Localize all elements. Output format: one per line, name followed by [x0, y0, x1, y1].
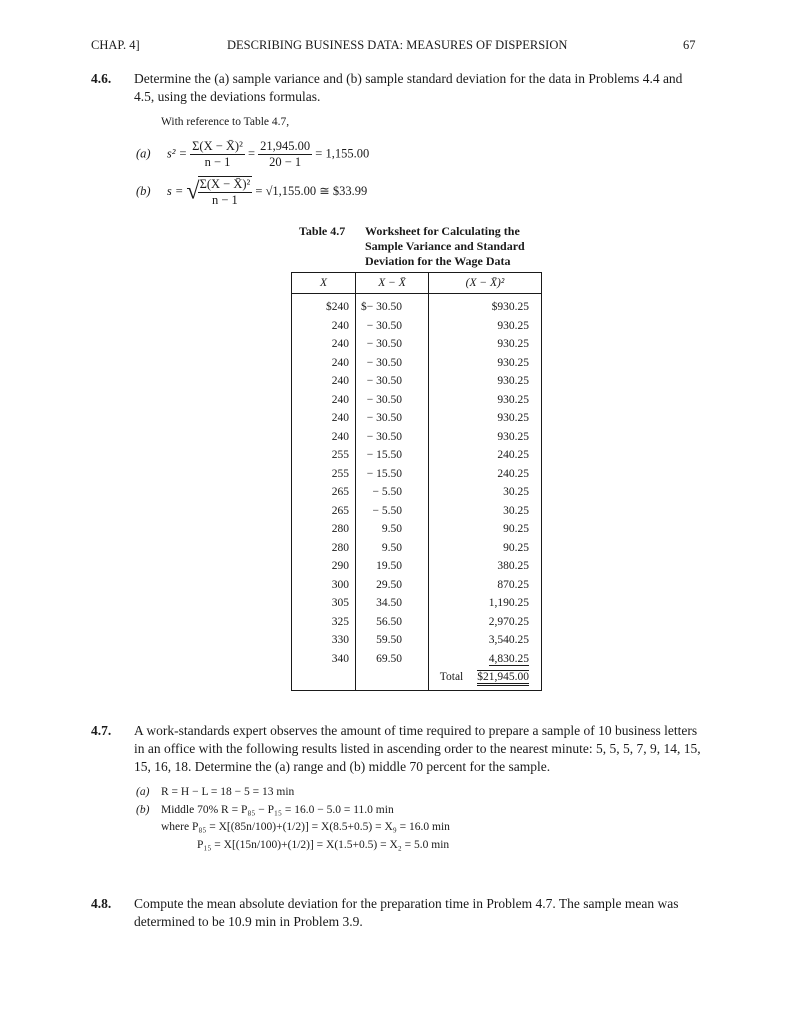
table-row [292, 317, 542, 336]
cell-squared: 2,970.25 [488, 615, 529, 628]
p15-derivation: P₁₅ = X[(15n/100)+(1/2)] = X(1.5+0.5) = X₂ = 5.0 min [197, 839, 450, 851]
table-row [292, 650, 542, 669]
cell-squared: 930.25 [497, 375, 529, 388]
problem-4-7-part-b-label: (b) [136, 804, 150, 816]
cell-squared: 240.25 [497, 467, 529, 480]
cell-deviation: − 5.50 [372, 486, 402, 499]
problem-number-4-6: 4.6. [91, 71, 112, 86]
cell-x: 240 [292, 372, 356, 391]
table-label: Table 4.7 [299, 224, 346, 238]
cell-deviation: 29.50 [376, 578, 402, 591]
table-row [292, 465, 542, 484]
table-row [292, 391, 542, 410]
cell-x: 255 [292, 465, 356, 484]
cell-squared: 90.25 [503, 523, 529, 536]
cell-squared: 30.25 [503, 486, 529, 499]
table-row [292, 594, 542, 613]
cell-deviation: − 30.50 [366, 430, 402, 443]
cell-deviation: − 30.50 [366, 412, 402, 425]
cell-x: 240 [292, 409, 356, 428]
cell-squared: 930.25 [497, 338, 529, 351]
table-header-row [292, 273, 542, 294]
cell-squared: 380.25 [497, 560, 529, 573]
formula-lhs: s = [166, 183, 184, 198]
fraction-numeric [258, 139, 312, 170]
cell-x: 300 [292, 576, 356, 595]
table-row [292, 613, 542, 632]
cell-deviation: 69.50 [376, 652, 402, 665]
part-a-variance-formula: (a) s² = $\frac{\text{Σ(X − X̄)²}}{n - 1}$ = $\frac{21,945.00}{20 - 1}$ = 1,155.00 [136, 139, 370, 169]
cell-x: 340 [292, 650, 356, 669]
cell-deviation: − 15.50 [366, 449, 402, 462]
page-number: 67 [683, 38, 696, 52]
cell-x: 280 [292, 539, 356, 558]
cell-squared: 1,190.25 [488, 597, 529, 610]
table-total-row [292, 668, 542, 690]
cell-deviation: − 30.50 [366, 338, 402, 351]
table-row [292, 446, 542, 465]
table-caption-line1: Worksheet for Calculating the [365, 224, 520, 238]
total-label: Total [439, 671, 464, 684]
column-header: (X − X̄)² [429, 273, 542, 294]
cell-deviation: − 30.50 [366, 356, 402, 369]
table-row [292, 502, 542, 521]
cell-x: $240 [292, 294, 356, 317]
worksheet-table [291, 272, 542, 691]
problem-4-8-text-line1: Compute the mean absolute deviation for the preparation time in Problem 4.7. The sample mean was [134, 896, 679, 911]
problem-number-4-8: 4.8. [91, 896, 112, 911]
table-row [292, 428, 542, 447]
cell-x: 240 [292, 391, 356, 410]
table-row [292, 520, 542, 539]
problem-4-6-text-line1: Determine the (a) sample variance and (b) sample standard deviation for the data in Problems 4.4 and [134, 71, 683, 86]
table-caption-line2: Sample Variance and Standard [365, 239, 525, 253]
problem-4-7-text-line2: in an office with the following results listed in ascending order to the nearest minute: 5, 5, 5, 7, 9, 14, 15, [134, 741, 701, 756]
cell-x: 240 [292, 428, 356, 447]
table-caption-line3: Deviation for the Wage Data [365, 254, 511, 268]
total-value: $21,945.00 [477, 670, 529, 686]
table-row [292, 483, 542, 502]
column-header: X − X̄ [356, 273, 429, 294]
cell-squared: 930.25 [497, 412, 529, 425]
cell-deviation: − 30.50 [366, 393, 402, 406]
cell-deviation: 19.50 [376, 560, 402, 573]
problem-number-4-7: 4.7. [91, 723, 112, 738]
cell-squared: 30.25 [503, 504, 529, 517]
cell-deviation: $− 30.50 [361, 301, 402, 314]
cell-x: 265 [292, 483, 356, 502]
table-row [292, 294, 542, 317]
part-b-stddev-formula [136, 176, 367, 208]
cell-deviation: 9.50 [381, 523, 402, 536]
cell-deviation: − 5.50 [372, 504, 402, 517]
cell-x: 305 [292, 594, 356, 613]
formula-lhs: s² = [166, 146, 188, 161]
cell-squared: 930.25 [497, 319, 529, 332]
middle-70-answer: Middle 70% R = P₈₅ − P₁₅ = 16.0 − 5.0 = 11.0 min [161, 804, 394, 816]
cell-x: 240 [292, 335, 356, 354]
cell-x: 325 [292, 613, 356, 632]
cell-squared: 930.25 [497, 356, 529, 369]
denominator: n − 1 [204, 155, 231, 169]
cell-x: 240 [292, 317, 356, 336]
problem-4-7-part-a-label: (a) [136, 786, 150, 798]
cell-squared: 870.25 [497, 578, 529, 591]
chapter-label: CHAP. 4] [91, 38, 140, 52]
part-label: (b) [136, 183, 151, 198]
cell-deviation: 59.50 [376, 634, 402, 647]
table-row [292, 372, 542, 391]
table-row [292, 354, 542, 373]
cell-deviation: 9.50 [381, 541, 402, 554]
cell-x: 290 [292, 557, 356, 576]
cell-squared: 930.25 [497, 393, 529, 406]
denominator: 20 − 1 [269, 155, 302, 169]
cell-squared: 90.25 [503, 541, 529, 554]
table-reference-text: With reference to Table 4.7, [161, 116, 290, 128]
problem-4-7-text-line1: A work-standards expert observes the amount of time required to prepare a sample of 10 business letters [134, 723, 698, 738]
cell-squared: 240.25 [497, 449, 529, 462]
cell-deviation: − 30.50 [366, 375, 402, 388]
fraction-under-root [198, 176, 253, 208]
cell-x: 280 [292, 520, 356, 539]
cell-x: 255 [292, 446, 356, 465]
cell-squared: 3,540.25 [488, 634, 529, 647]
cell-deviation: 56.50 [376, 615, 402, 628]
stddev-result: = √1,155.00 ≅ $33.99 [255, 183, 368, 198]
problem-4-6-text-line2: 4.5, using the deviations formulas. [134, 89, 321, 104]
problem-4-8-text-line2: determined to be 10.9 min in Problem 3.9. [134, 914, 363, 929]
cell-x: 265 [292, 502, 356, 521]
cell-deviation: − 30.50 [366, 319, 402, 332]
variance-result: = 1,155.00 [315, 146, 370, 161]
denominator: n − 1 [212, 193, 238, 207]
table-row [292, 631, 542, 650]
column-header: X [292, 273, 356, 294]
cell-x: 240 [292, 354, 356, 373]
running-title: DESCRIBING BUSINESS DATA: MEASURES OF DISPERSION [227, 38, 568, 52]
p85-derivation: where P₈₅ = X[(85n/100)+(1/2)] = X(8.5+0.5) = X₉ = 16.0 min [161, 821, 450, 833]
table-row [292, 409, 542, 428]
cell-squared: 4,830.25 [488, 652, 529, 665]
table-row [292, 576, 542, 595]
table-row [292, 557, 542, 576]
part-label: (a) [136, 146, 151, 161]
table-row [292, 539, 542, 558]
numerator: Σ(X − X̄)² [192, 139, 243, 153]
cell-deviation: − 15.50 [366, 467, 402, 480]
cell-deviation: 34.50 [376, 597, 402, 610]
numerator: 21,945.00 [260, 139, 311, 153]
problem-4-7-text-line3: 15, 16, 18. Determine the (a) range and (b) middle 70 percent for the sample. [134, 759, 551, 774]
cell-squared: $930.25 [491, 301, 529, 314]
numerator: Σ(X − X̄)² [199, 177, 251, 191]
radical-sign: √ [186, 178, 200, 205]
cell-squared: 930.25 [497, 430, 529, 443]
table-row [292, 335, 542, 354]
fraction-symbolic [190, 139, 245, 170]
cell-x: 330 [292, 631, 356, 650]
range-answer: R = H − L = 18 − 5 = 13 min [161, 786, 295, 798]
